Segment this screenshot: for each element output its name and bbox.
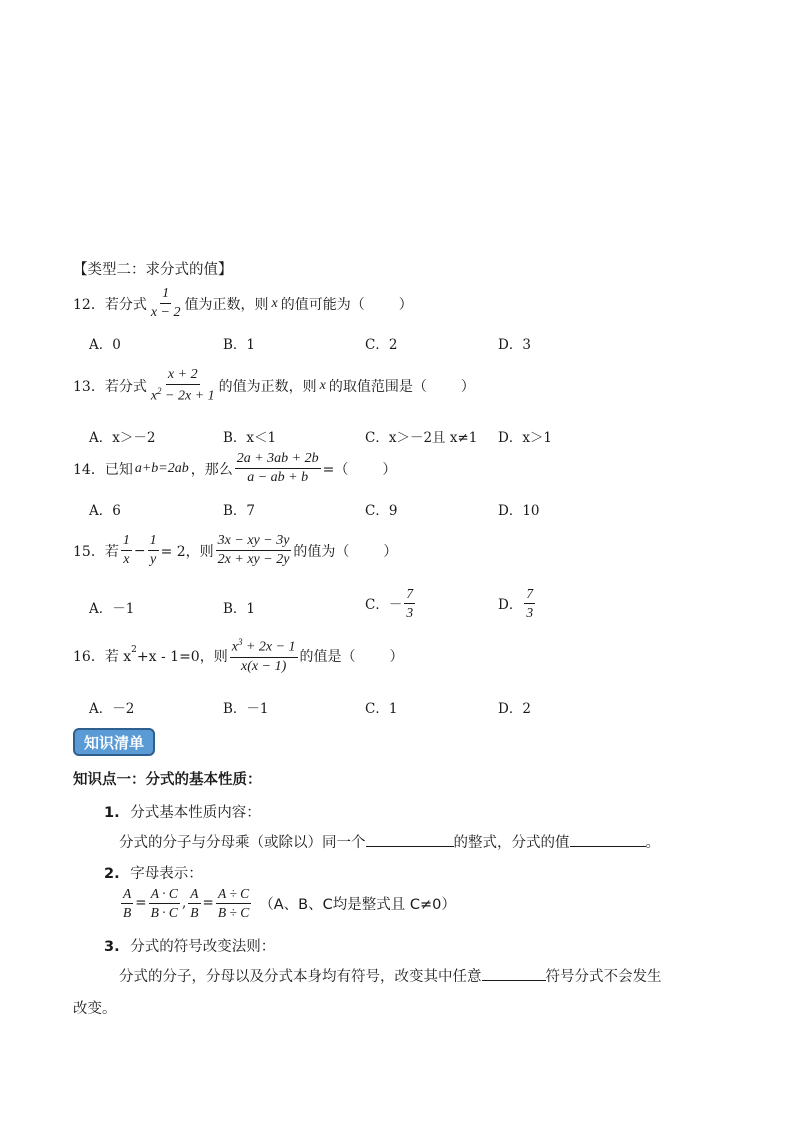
option-d: D．x＞1 (498, 430, 553, 446)
comma: , (181, 895, 187, 912)
fraction-numerator: x + 2 (166, 367, 200, 385)
option-b: B．－1 (223, 701, 269, 717)
condition: a+b=2ab (134, 460, 189, 476)
fraction-numerator: A (188, 886, 200, 904)
exponent: 2 (131, 645, 137, 655)
den-rest: − 2x + 1 (161, 388, 215, 404)
fraction-denominator: B (123, 904, 132, 920)
fraction (121, 886, 133, 920)
fraction-numerator: 1 (121, 533, 132, 551)
option-c: C．1 (365, 701, 398, 717)
question-number: 12．若分式 (73, 296, 147, 313)
question-text: =（ (322, 461, 349, 478)
option-a: A．－1 (89, 601, 135, 617)
variable: x (271, 295, 278, 311)
fraction-denominator: y (149, 552, 157, 568)
option-a: A．－2 (89, 701, 135, 717)
option-b: B．7 (223, 503, 256, 519)
num-rest: + 2x − 1 (242, 639, 296, 655)
item-1 (104, 801, 261, 822)
item-title: 分式基本性质内容： (130, 805, 261, 821)
question-16 (73, 637, 404, 675)
formula-note: （A、B、C均是整式且 C≠0） (259, 896, 456, 913)
fraction-denominator: B · C (150, 904, 178, 920)
fraction (121, 533, 132, 568)
fraction-denominator: x − 2 (150, 305, 181, 321)
fraction (524, 586, 535, 620)
question-number: 15．若 (73, 543, 119, 560)
item-number: 1. (104, 805, 120, 821)
question-text: 的取值范围是（ (328, 378, 427, 395)
fraction-denominator: x(x − 1) (241, 658, 287, 674)
fraction (235, 451, 321, 486)
question-12 (73, 286, 413, 321)
text: 分式的分子与分母乘（或除以）同一个 (119, 835, 366, 851)
fraction-numerator: A (121, 886, 133, 904)
condition: +x - 1=0，则 (136, 648, 228, 665)
equals-sign: = (135, 895, 147, 912)
fraction-denominator: a − ab + b (247, 470, 309, 486)
item-3-text (119, 965, 662, 986)
answer-paren: ） (398, 296, 413, 313)
option-b: B．1 (223, 601, 256, 617)
fraction (149, 367, 217, 405)
text: 分式的分子，分母以及分式本身均有符号，改变其中任意 (119, 969, 482, 985)
answer-paren: ） (382, 461, 397, 478)
question-text: 的值为（ (293, 543, 350, 560)
item-number: 3. (104, 939, 120, 955)
fraction-numerator: 1 (160, 286, 171, 304)
question-text: ，那么 (190, 461, 233, 478)
option-label: D． (498, 597, 523, 614)
item-2-formula (119, 886, 456, 920)
item-3 (104, 935, 275, 956)
option-d (498, 586, 537, 620)
fraction (230, 637, 298, 675)
fraction-denominator: 3 (406, 604, 414, 620)
fraction (148, 533, 159, 568)
fraction-denominator: B ÷ C (217, 904, 250, 920)
fraction-denominator: x (123, 552, 130, 568)
knowledge-point-title: 知识点一：分式的基本性质： (73, 772, 262, 788)
den-exponent: 2 (157, 386, 162, 397)
fraction (149, 886, 180, 920)
text: 符号分式不会发生 (545, 969, 662, 985)
answer-paren: ） (460, 378, 475, 395)
equals-sign: = (202, 895, 214, 912)
option-d: D．2 (498, 701, 531, 717)
fill-blank[interactable] (482, 965, 546, 981)
fraction-numerator: 7 (404, 586, 415, 604)
option-a: A．6 (89, 503, 121, 519)
item-title: 字母表示： (130, 866, 203, 882)
item-number: 2. (104, 866, 120, 882)
item-3-text-cont: 改变。 (73, 1001, 117, 1017)
text: 的整式，分式的值 (453, 835, 570, 851)
answer-paren: ） (383, 543, 398, 560)
fraction (188, 886, 200, 920)
question-text: 的值是（ (299, 648, 356, 665)
fraction-denominator: 3 (526, 604, 534, 620)
option-a: A．x＞－2 (89, 430, 156, 446)
question-text: 的值可能为（ (280, 296, 365, 313)
question-text: 的值为正数，则 (218, 378, 317, 395)
question-text: = 2，则 (160, 543, 214, 560)
question-text: 值为正数，则 (184, 296, 269, 313)
question-number: 13．若分式 (73, 378, 147, 395)
fraction (149, 286, 183, 321)
question-13 (73, 367, 475, 405)
question-number: 14．已知 (73, 461, 133, 478)
section-title: 【类型二：求分式的值】 (73, 262, 233, 278)
num-exponent: 3 (237, 637, 243, 647)
fraction-numerator: 7 (524, 586, 535, 604)
option-b: B．x＜1 (223, 430, 277, 446)
question-14 (73, 451, 396, 486)
option-a: A．0 (89, 337, 121, 353)
option-c: C．x＞－2且 x≠1 (365, 430, 478, 446)
minus-sign: − (133, 542, 146, 559)
fraction (216, 533, 292, 568)
question-15 (73, 533, 397, 568)
text: 。 (645, 835, 660, 851)
num-var: x (231, 639, 238, 655)
question-number: 16．若 x (73, 648, 132, 665)
fraction-denominator: B (190, 904, 199, 920)
option-b: B．1 (223, 337, 256, 353)
fraction-numerator: 1 (148, 533, 159, 551)
option-c: C．9 (365, 503, 398, 519)
fraction-numerator (230, 637, 298, 658)
fraction-numerator: 2a + 3ab + 2b (235, 451, 321, 469)
den-var: x (150, 388, 158, 404)
option-c: C．2 (365, 337, 398, 353)
fraction-numerator: 3x − xy − 3y (216, 533, 292, 551)
item-title: 分式的符号改变法则： (130, 939, 276, 955)
fraction-denominator (149, 385, 217, 405)
variable: x (319, 377, 326, 393)
fraction-numerator: A · C (149, 886, 180, 904)
fraction (216, 886, 251, 920)
item-1-text (119, 831, 660, 852)
fraction-numerator: A ÷ C (216, 886, 251, 904)
fraction (404, 586, 415, 620)
option-label: C．－ (365, 597, 403, 614)
fill-blank[interactable] (366, 831, 454, 847)
option-d: D．3 (498, 337, 531, 353)
fill-blank[interactable] (570, 831, 646, 847)
option-c (365, 586, 417, 620)
option-d: D．10 (498, 503, 540, 519)
fraction-denominator: 2x + xy − 2y (217, 552, 290, 568)
knowledge-list-badge: 知识清单 (73, 728, 155, 756)
item-2 (104, 862, 203, 883)
answer-paren: ） (389, 648, 404, 665)
